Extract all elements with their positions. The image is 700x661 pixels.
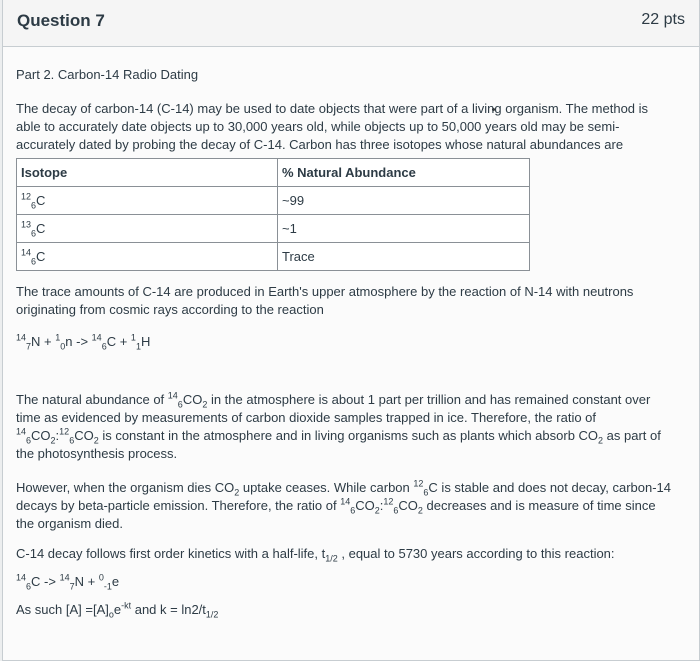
abundance-cell: Trace (278, 243, 530, 271)
header-isotope: Isotope (17, 159, 278, 187)
kinetics-paragraph: C-14 decay follows first order kinetics with a half-life, $t_{1/2}$ , equal to 5730 years according to this reaction: (16, 546, 615, 564)
isotope-cell: $^{14}_6$C (17, 243, 278, 271)
natural-abundance-paragraph: The natural abundance of $^{14}_6CO_2$ in the atmosphere is about 1 part per trillion and has remained constant over time as evidenced by measurements of carbon dioxide samples trapped in ice. Therefore, the ratio of $^{14}_6CO_2:^{12}_6CO_2$ is constant in the atmosphere and in living organisms such as plants which absorb $CO_2$ as part of the photosynthesis process. (16, 390, 661, 461)
abundance-cell: ~1 (278, 215, 530, 243)
question-header (3, 0, 699, 47)
rate-law-line: As such $[A] =[A]_oe^{-kt}$ and $k = \ln 2/t_{1/2}$ (16, 600, 219, 620)
decay-reaction: $^{14}_6$C -> $^{14}_7$N + $^0_{-1}$e (16, 572, 120, 592)
question-body (16, 62, 676, 619)
table-row (17, 187, 530, 215)
question-title: Question 7 (17, 11, 105, 30)
table-row (17, 243, 530, 271)
however-paragraph: However, when the organism dies $CO_2$ uptake ceases. While carbon $^{12}_6$C is stable and does not decay, carbon-14 decays by beta-particle emission. Therefore, the ratio of $^{14}_6CO_2:^{12}_6CO_2$ decreases and is measure of time since the organism died. (16, 478, 671, 531)
abundance-cell: ~99 (278, 187, 530, 215)
header-abundance: % Natural Abundance (278, 159, 530, 187)
isotope-cell: $^{13}_6$C (17, 215, 278, 243)
table-row (17, 215, 530, 243)
trace-paragraph: The trace amounts of C-14 are produced in Earth's upper atmosphere by the reaction of N-14 with neutrons originating from cosmic rays according to the reaction (16, 284, 634, 317)
intro-paragraph: The decay of carbon-14 (C-14) may be used to date objects that were part of a living organism. The method is able to accurately date objects up to 30,000 years old, while objects up to 50,000 years old may be semi-accurately dated by probing the decay of C-14. Carbon has three isotopes whose natural abundances are (16, 101, 649, 152)
nuclear-reaction-1: $^{14}_7$N + $^1_0$n -> $^{14}_6$C + $^1_1$H (16, 332, 151, 352)
isotope-cell: $^{12}_6$C (17, 187, 278, 215)
table-header-row (17, 159, 530, 187)
isotope-table (16, 158, 530, 271)
part-title: Part 2. Carbon-14 Radio Dating (16, 67, 199, 82)
question-points: 22 pts (641, 11, 685, 28)
